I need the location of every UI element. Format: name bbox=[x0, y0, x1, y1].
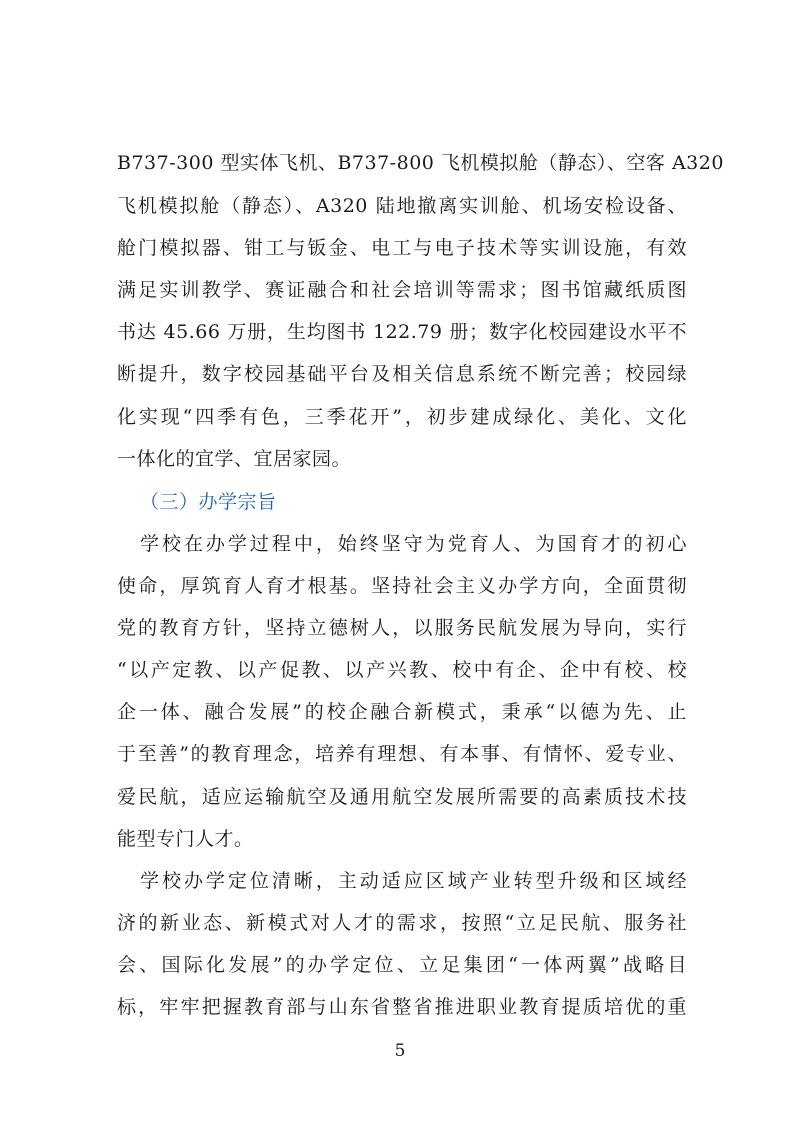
body-text-line: 会、国际化发展”的办学定位、立足集团“一体两翼”战略目 bbox=[117, 954, 687, 976]
body-text-line: 于至善”的教育理念，培养有理想、有本事、有情怀、爱专业、 bbox=[117, 743, 687, 765]
body-text-line: 爱民航，适应运输航空及通用航空发展所需要的高素质技术技 bbox=[117, 786, 687, 808]
body-text-line: “以产定教、以产促教、以产兴教、校中有企、企中有校、校 bbox=[117, 659, 687, 681]
body-text-line: B737-300 型实体飞机、B737-800 飞机模拟舱（静态）、空客 A320 bbox=[117, 152, 724, 174]
body-text-line: 学校在办学过程中，始终坚守为党育人、为国育才的初心 bbox=[140, 533, 687, 555]
body-text-line: 化实现“四季有色，三季花开”，初步建成绿化、美化、文化 bbox=[117, 406, 687, 428]
body-text-line: 一体化的宜学、宜居家园。 bbox=[117, 448, 352, 470]
body-text-line: 满足实训教学、赛证融合和社会培训等需求；图书馆藏纸质图 bbox=[117, 279, 687, 301]
body-text-line: 书达 45.66 万册，生均图书 122.79 册；数字化校园建设水平不 bbox=[117, 321, 687, 343]
body-text-line: 标，牢牢把握教育部与山东省整省推进职业教育提质培优的重 bbox=[117, 996, 687, 1018]
page-number: 5 bbox=[394, 1041, 406, 1061]
section-heading: （三）办学宗旨 bbox=[140, 491, 277, 513]
body-text-line: 使命，厚筑育人育才根基。坚持社会主义办学方向，全面贯彻 bbox=[117, 575, 687, 597]
body-text-line: 济的新业态、新模式对人才的需求，按照“立足民航、服务社 bbox=[117, 912, 687, 934]
body-text-line: 党的教育方针，坚持立德树人，以服务民航发展为导向，实行 bbox=[117, 617, 687, 639]
body-text-line: 学校办学定位清晰，主动适应区域产业转型升级和区域经 bbox=[140, 870, 687, 892]
body-text-line: 飞机模拟舱（静态）、A320 陆地撤离实训舱、机场安检设备、 bbox=[117, 195, 687, 217]
body-text-line: 断提升，数字校园基础平台及相关信息系统不断完善；校园绿 bbox=[117, 363, 687, 385]
body-text-line: 企一体、融合发展”的校企融合新模式，秉承“以德为先、止 bbox=[117, 701, 687, 723]
body-text-line: 能型专门人才。 bbox=[117, 828, 254, 850]
body-text-line: 舱门模拟器、钳工与钣金、电工与电子技术等实训设施，有效 bbox=[117, 237, 687, 259]
